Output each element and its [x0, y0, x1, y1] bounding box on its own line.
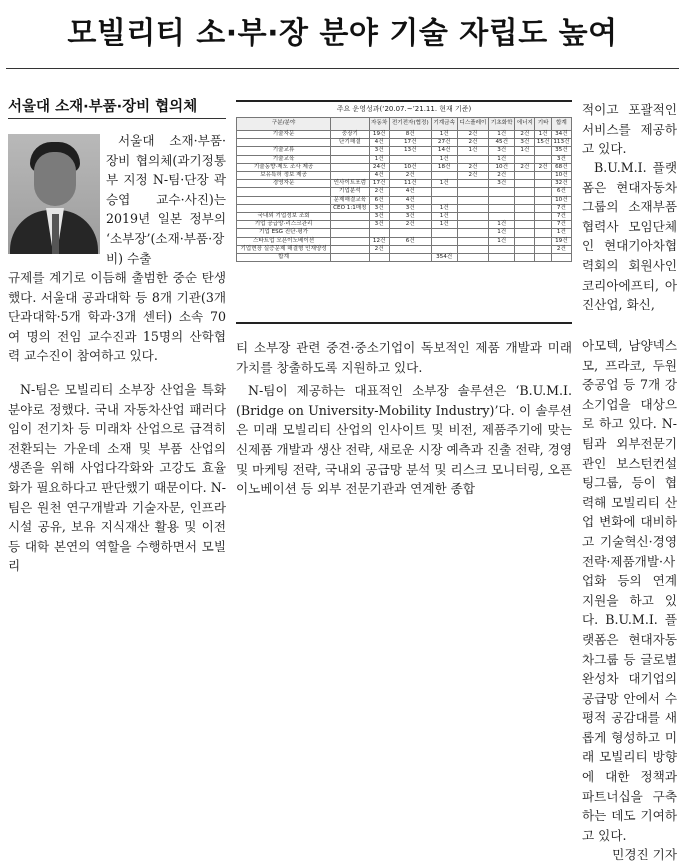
table-cell: [331, 163, 369, 171]
table-cell: [515, 221, 535, 229]
table-cell: 3건: [369, 204, 389, 212]
table-cell: 1건: [431, 180, 457, 188]
table-cell: [457, 254, 489, 262]
table-cell: 27건: [431, 139, 457, 147]
table-row: [237, 139, 572, 147]
table-cell: 3건: [389, 213, 431, 221]
table-cell: [331, 245, 369, 253]
table-cell: 3건: [369, 147, 389, 155]
table-cell: [331, 155, 369, 163]
table-cell: [535, 147, 551, 155]
table-cell: [515, 204, 535, 212]
table-cell: [515, 196, 535, 204]
table-cell: 10건: [489, 163, 515, 171]
table-cell: 인사이트포럼: [331, 180, 369, 188]
table-header-cell: 디스플레이: [457, 118, 489, 131]
table-cell: 3건: [489, 147, 515, 155]
portrait-photo: [8, 134, 100, 254]
table-cell: 1건: [431, 155, 457, 163]
table-cell: 2건: [389, 221, 431, 229]
table-cell: 4건: [389, 196, 431, 204]
table-cell: [535, 254, 551, 262]
table-cell: 기술자문: [237, 131, 331, 139]
table-cell: 7건: [551, 213, 571, 221]
table-cell: [331, 254, 369, 262]
table-cell: [515, 155, 535, 163]
table-cell: [515, 237, 535, 245]
table-cell: [515, 254, 535, 262]
table-cell: 기술교류: [237, 147, 331, 155]
table-cell: 1건: [457, 147, 489, 155]
table-cell: [331, 237, 369, 245]
table-cell: 합계: [237, 254, 331, 262]
table-cell: [457, 180, 489, 188]
table-cell: [535, 155, 551, 163]
table-cell: 3건: [389, 204, 431, 212]
table-row: [237, 245, 572, 253]
table-cell: 1건: [489, 131, 515, 139]
table-cell: 중장기: [331, 131, 369, 139]
table-cell: 4건: [369, 139, 389, 147]
table-cell: 기업현장 실증문제 해결형 인재양성: [237, 245, 331, 253]
table-cell: [237, 196, 331, 204]
table-cell: 6건: [369, 196, 389, 204]
table-cell: [535, 213, 551, 221]
table-cell: [389, 254, 431, 262]
table-cell: 7건: [551, 204, 571, 212]
table-cell: 1건: [489, 221, 515, 229]
table-cell: 8건: [389, 131, 431, 139]
table-cell: [237, 188, 331, 196]
table-header-cell: [331, 118, 369, 131]
table-cell: [431, 237, 457, 245]
table-cell: 11건: [389, 180, 431, 188]
table-header-cell: 합계: [551, 118, 571, 131]
table-row: [237, 229, 572, 237]
table-header-cell: 기계금속: [431, 118, 457, 131]
table-cell: 2건: [457, 139, 489, 147]
table-cell: 국내외 기업정보 조회: [237, 213, 331, 221]
table-row: [237, 180, 572, 188]
body-column-2: 티 소부장 관련 중견·중소기업이 독보적인 제품 개발과 미래 가치를 창출하도록 지원하고 있다. N-팀이 제공하는 대표적인 소부장 솔루션은 ‘B.U.M.I.(Bridge on University-Mobility Industry)’다. 이 솔루션은 미래 모빌리티 산업의 인사이트 및 비전, 제품주기에 맞는 신제품 개발과 생산 전략, 새로운 시장 예측과 진출 전략, 경영 및 마케팅 전략, 국내외 공급망 분석 및 리스크 모니터링, 오픈 이노베이션 등 외부 전문기관과 연계한 종합: [236, 340, 573, 497]
table-cell: 2건: [515, 131, 535, 139]
intro-paragraph: 서울대 소재·부품·장비 협의체(과기정통부 지정 N-팀·단장 곽승엽 교수·사진)는 2019년 일본 정부의 ‘소부장’(소재·부품·장비) 수출: [106, 133, 226, 266]
table-cell: 68건: [551, 163, 571, 171]
table-cell: [369, 229, 389, 237]
table-cell: 10건: [551, 172, 571, 180]
table-cell: 1건: [515, 147, 535, 155]
table-cell: [535, 204, 551, 212]
table-cell: [489, 213, 515, 221]
table-cell: 2건: [515, 163, 535, 171]
table-cell: [489, 204, 515, 212]
table-cell: 1건: [489, 237, 515, 245]
table-cell: 45건: [489, 139, 515, 147]
table-cell: 보유특허 정보 제공: [237, 172, 331, 180]
table-cell: 15건: [536, 139, 550, 146]
headline-rule: [6, 68, 679, 69]
table-cell: 2건: [535, 163, 551, 171]
table-cell: [331, 172, 369, 180]
table-cell: 2건: [457, 172, 489, 180]
table-cell: 19건: [551, 237, 571, 245]
table-cell: [515, 229, 535, 237]
table-cell: [331, 221, 369, 229]
table-cell: [535, 188, 551, 196]
table-cell: 단기해결: [331, 139, 369, 147]
table-cell: 3건: [515, 139, 535, 147]
table-cell: [431, 245, 457, 253]
table-cell: 1건: [369, 155, 389, 163]
table-cell: 3건: [489, 180, 515, 188]
table-cell: [535, 237, 551, 245]
table-cell: 354건: [431, 254, 457, 262]
table-cell: [431, 196, 457, 204]
table-cell: 3건: [551, 155, 571, 163]
performance-table: [236, 100, 572, 324]
table-cell: 3건: [369, 221, 389, 229]
table-cell: [431, 188, 457, 196]
table-cell: [515, 172, 535, 180]
table-row: [237, 147, 572, 155]
table-cell: [535, 180, 551, 188]
table-cell: [369, 254, 389, 262]
table-cell: [331, 229, 369, 237]
table-cell: [331, 213, 369, 221]
table-cell: 6건: [389, 237, 431, 245]
table-cell: [457, 229, 489, 237]
table-row: [237, 188, 572, 196]
table-cell: [515, 180, 535, 188]
table-cell: [457, 245, 489, 253]
table-cell: [535, 221, 551, 229]
table-row: [237, 163, 572, 171]
table-cell: 113건: [551, 139, 571, 147]
table-cell: 기업분석: [331, 188, 369, 196]
table-cell: 6건: [551, 188, 571, 196]
table-cell: [457, 155, 489, 163]
table-header-cell: 자동차: [369, 118, 389, 131]
table-header-cell: 전기전자(협정): [389, 118, 431, 131]
table-cell: [457, 213, 489, 221]
table-cell: 10건: [389, 163, 431, 171]
table-cell: 18건: [431, 163, 457, 171]
table-cell: 2건: [369, 245, 389, 253]
table-cell: 1건: [489, 155, 515, 163]
table-cell: 13건: [389, 147, 431, 155]
table-cell: 경영자문: [237, 180, 331, 188]
table-cell: 기술교육: [237, 155, 331, 163]
table-cell: [457, 237, 489, 245]
table-cell: [515, 213, 535, 221]
table-row: [237, 221, 572, 229]
table-cell: 35건: [551, 147, 571, 155]
table-header-cell: 구분/분야: [237, 118, 331, 131]
table-cell: [431, 229, 457, 237]
table-cell: 2건: [369, 188, 389, 196]
table-cell: 1건: [431, 131, 457, 139]
subhead-rule: [8, 118, 226, 119]
table-cell: 2건: [457, 131, 489, 139]
table-row: [237, 237, 572, 245]
table-row: [237, 155, 572, 163]
table-cell: [489, 245, 515, 253]
table-cell: [457, 188, 489, 196]
table-row: [237, 254, 572, 262]
table-cell: 12건: [369, 237, 389, 245]
headline: 모빌리티 소·부·장 분야 기술 자립도 높여: [67, 16, 618, 51]
table-cell: 10건: [551, 196, 571, 204]
table-cell: [535, 172, 551, 180]
table-cell: [489, 196, 515, 204]
table-cell: 스타트업 오픈이노베이션: [237, 237, 331, 245]
table-row: [237, 172, 572, 180]
table-cell: [389, 229, 431, 237]
byline: 민경진 기자: [612, 847, 677, 863]
table-cell: [489, 254, 515, 262]
data-table: [236, 117, 572, 262]
table-cell: [237, 204, 331, 212]
table-cell: 4건: [389, 188, 431, 196]
table-cell: 1건: [431, 213, 457, 221]
table-cell: 1건: [431, 221, 457, 229]
body-column-3-mid: B.U.M.I. 플랫폼은 현대자동차그룹의 소재부품 협력사 모임단체인 현대기아차협력회의 회원사인 코리아에프티, 아진산업, 화신,: [582, 160, 677, 313]
table-cell: [489, 188, 515, 196]
table-cell: 1건: [431, 204, 457, 212]
table-cell: 기업 공급망·리스크관리: [237, 221, 331, 229]
table-cell: [535, 196, 551, 204]
table-cell: 17건: [389, 139, 431, 147]
table-cell: [431, 172, 457, 180]
table-cell: [535, 245, 551, 253]
table-header-cell: 기초화학: [489, 118, 515, 131]
table-row: [237, 204, 572, 212]
body-column-3-low: 아모텍, 남양넥스모, 프라코, 두원중공업 등 7개 강소기업을 대상으로 하고 있다. N-팀과 외부전문기관인 보스턴컨설팅그룹, 등이 협력해 모빌리티 산업 변화에 대비하고 기술혁신·경영전략·제품개발·사업화 등의 연계 지원을 하고 있다. B.U.M.I. 플랫폼은 현대자동차그룹 등 글로벌 완성차 대기업의 공급망 안에서 수평적 공감대를 새롭게 형성하고 미래 모빌리티 방향에 대한 정책과 파트너십을 구축하는 데도 기여하고 있다. 민경진 기자: [582, 336, 677, 865]
table-cell: 1건: [535, 131, 551, 139]
table-cell: 2건: [489, 172, 515, 180]
table-cell: 34건: [551, 131, 571, 139]
table-cell: [237, 139, 331, 147]
table-cell: [457, 221, 489, 229]
table-cell: [389, 245, 431, 253]
table-cell: [457, 204, 489, 212]
table-cell: [515, 188, 535, 196]
table-cell: 기술동향·제도 조사 제공: [237, 163, 331, 171]
table-cell: 1건: [489, 229, 515, 237]
table-cell: 2건: [457, 163, 489, 171]
table-cell: 4건: [369, 172, 389, 180]
table-cell: 3건: [369, 213, 389, 221]
body-column-3-top: 적이고 포괄적인 서비스를 제공하고 있다.: [582, 102, 677, 157]
table-cell: 문제해결교육: [331, 196, 369, 204]
table-cell: [551, 254, 571, 262]
table-header-cell: 에너지: [515, 118, 535, 131]
table-cell: [515, 245, 535, 253]
table-cell: 19건: [369, 131, 389, 139]
table-cell: [331, 147, 369, 155]
table-title: 주요 운영성과(‘20.07.~’21.11. 현재 기준): [336, 105, 472, 113]
table-cell: CEO 1:1매칭: [331, 204, 369, 212]
table-cell: 32건: [551, 180, 571, 188]
table-cell: [535, 229, 551, 237]
table-row: [237, 213, 572, 221]
table-header-cell: 기타: [535, 118, 551, 131]
table-cell: 기업 ESG 진단·평가: [237, 229, 331, 237]
table-cell: [457, 196, 489, 204]
table-row: [237, 131, 572, 139]
subheadline: 서울대 소재·부품·장비 협의체: [8, 99, 198, 115]
table-cell: 7건: [551, 221, 571, 229]
table-row: [237, 196, 572, 204]
body-paragraph: N-팀은 모빌리티 소부장 산업을 특화 분야로 정했다. 국내 자동차산업 패러다임이 전기차 등 미래차 산업으로 급격히 전환되는 가운데 소재 및 부품 산업의 생존을 위해 사업다각화와 고강도 효율화가 필요하다고 판단했기 때문이다. N-팀은 원천 연구개발과 기술자문, 인프라시설 공유, 보유 지식재산 활용 및 이전 등 대학 본연의 역할을 수행하면서 모빌리: [8, 382, 226, 574]
table-cell: [389, 155, 431, 163]
table-cell: 14건: [431, 147, 457, 155]
table-cell: 17건: [369, 180, 389, 188]
intro-paragraph-cont: 규제를 계기로 이듬해 출범한 중순 탄생했다. 서울대 공과대학 등 8개 기관(3개 단과대학·5개 학과·3개 센터) 소속 70여 명의 전임 교수진과 15명의 산학협력 교수진이 참여하고 있다.: [8, 270, 226, 364]
table-cell: 2건: [389, 172, 431, 180]
table-cell: 2건: [551, 245, 571, 253]
table-cell: 24건: [369, 163, 389, 171]
table-cell: 1건: [551, 229, 571, 237]
